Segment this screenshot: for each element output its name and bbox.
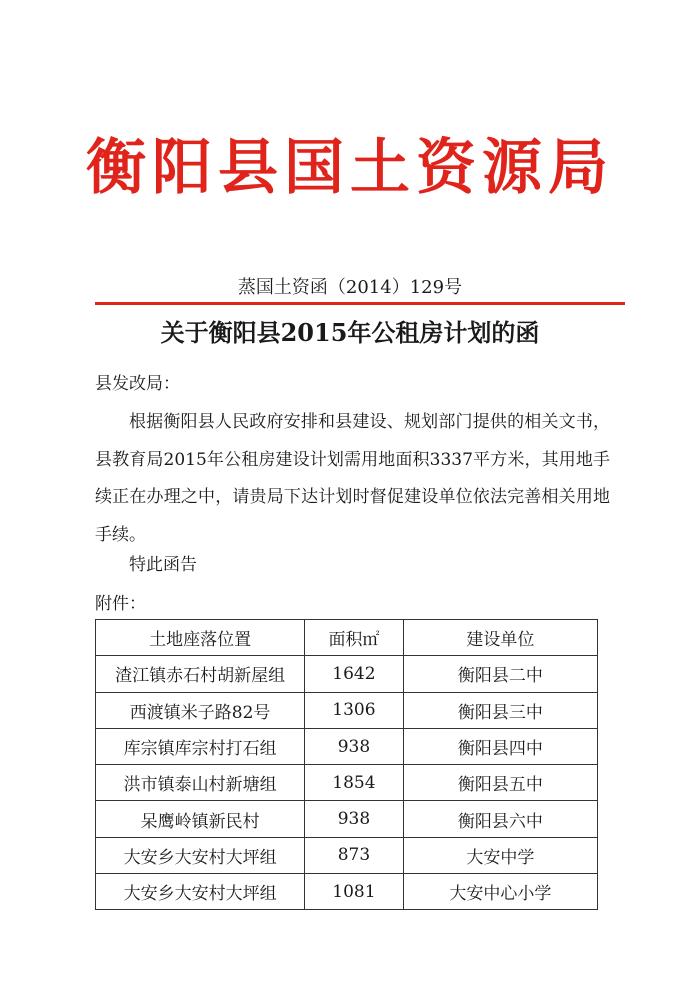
cell-builder: 衡阳县四中 xyxy=(403,728,597,764)
cell-location: 大安乡大安村大坪组 xyxy=(96,874,305,910)
cell-builder: 衡阳县六中 xyxy=(403,801,597,837)
cell-area: 1306 xyxy=(305,692,403,728)
cell-location: 洪市镇泰山村新塘组 xyxy=(96,765,305,801)
cell-location: 库宗镇库宗村打石组 xyxy=(96,728,305,764)
cell-builder: 大安中心小学 xyxy=(403,874,597,910)
table-header-row xyxy=(96,620,598,656)
table-row xyxy=(96,837,598,873)
cell-location: 呆鹰岭镇新民村 xyxy=(96,801,305,837)
header-area: 面积㎡ xyxy=(305,620,403,656)
table-row xyxy=(96,656,598,692)
cell-builder: 衡阳县五中 xyxy=(403,765,597,801)
header-builder: 建设单位 xyxy=(403,620,597,656)
cell-location: 大安乡大安村大坪组 xyxy=(96,837,305,873)
cell-location: 西渡镇米子路82号 xyxy=(96,692,305,728)
attachment-table xyxy=(95,619,598,910)
header-location: 土地座落位置 xyxy=(96,620,305,656)
letter-body: 根据衡阳县人民政府安排和县建设、规划部门提供的相关文书，县教育局2015年公租房建设计划需用地面积3337平方米，其用地手续正在办理之中，请贵局下达计划时督促建设单位依法完善相关用地手续。 xyxy=(95,412,610,545)
table-row xyxy=(96,728,598,764)
cell-builder: 大安中学 xyxy=(403,837,597,873)
document-number: 蒸国土资函（2014）129号 xyxy=(237,277,463,298)
cell-area: 1854 xyxy=(305,765,403,801)
cell-area: 1642 xyxy=(305,656,403,692)
attachment-label: 附件： xyxy=(95,594,146,614)
table-row xyxy=(96,801,598,837)
cell-builder: 衡阳县二中 xyxy=(403,656,597,692)
letterhead-org-name: 衡阳县国土资源局 xyxy=(86,133,614,203)
table-row xyxy=(96,874,598,910)
cell-area: 873 xyxy=(305,837,403,873)
table-row xyxy=(96,692,598,728)
letter-subject: 关于衡阳县2015年公租房计划的函 xyxy=(160,318,540,347)
letter-closing: 特此函告 xyxy=(129,555,197,575)
letter-salutation: 县发改局： xyxy=(95,374,180,394)
cell-area: 938 xyxy=(305,728,403,764)
cell-location: 渣江镇赤石村胡新屋组 xyxy=(96,656,305,692)
table-row xyxy=(96,765,598,801)
letterhead-divider xyxy=(95,302,625,305)
cell-area: 938 xyxy=(305,801,403,837)
cell-builder: 衡阳县三中 xyxy=(403,692,597,728)
cell-area: 1081 xyxy=(305,874,403,910)
